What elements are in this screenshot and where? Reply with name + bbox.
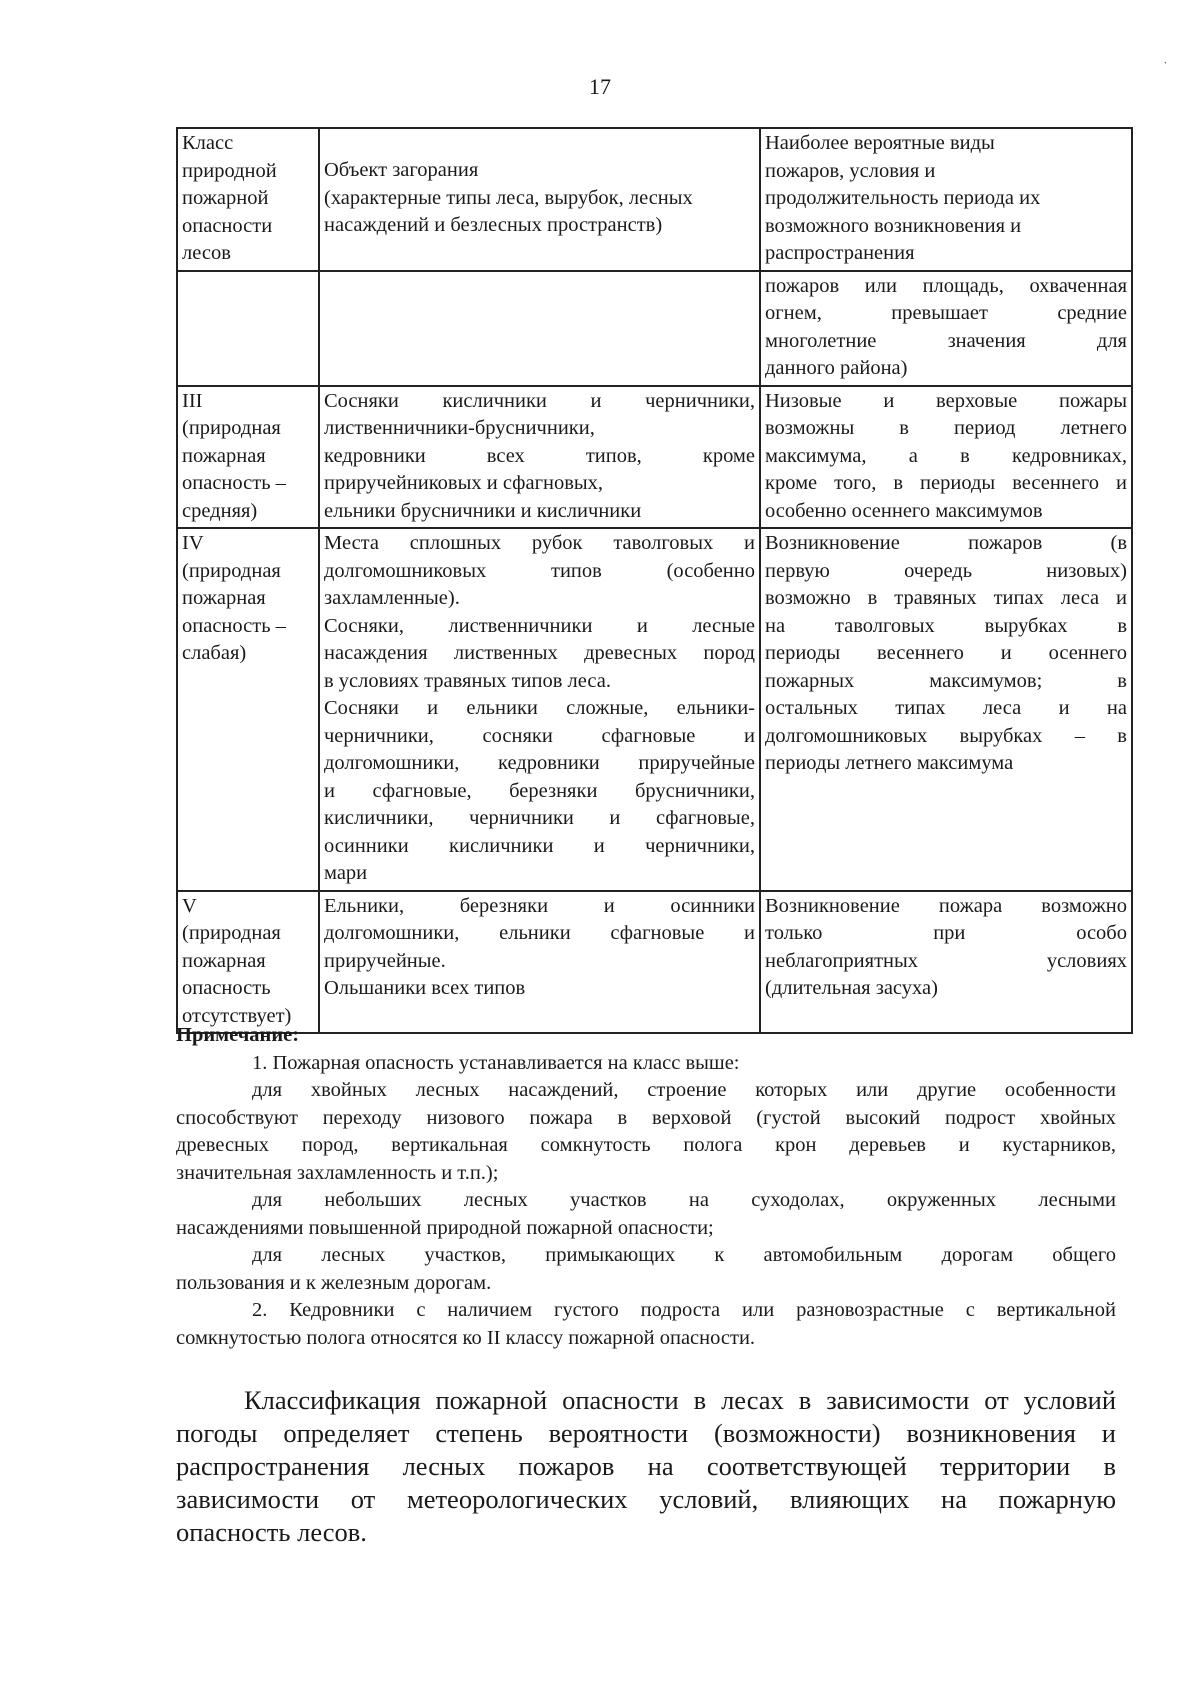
header-object-cell bbox=[319, 128, 760, 271]
class-line: слабая) bbox=[182, 642, 247, 664]
fires-line: остальных типах леса и на bbox=[765, 697, 1127, 719]
fires-line: неблагоприятных условиях bbox=[765, 949, 1127, 972]
notes-title: Примечание: bbox=[176, 1024, 300, 1046]
table-header-row bbox=[177, 128, 1132, 271]
class-cell bbox=[177, 891, 319, 1034]
fires-line: возможны в период летнего bbox=[765, 417, 1127, 439]
main-paragraph bbox=[176, 1384, 1116, 1549]
table-row-class-iv bbox=[177, 528, 1132, 891]
note-item-2-line: 2. Кедровники с наличием густого подроста или разновозрастные с вертикальной bbox=[252, 1299, 1116, 1321]
header-object-line: Объект загорания bbox=[324, 159, 479, 181]
object-cell bbox=[319, 386, 760, 529]
class-line: пожарная bbox=[182, 587, 266, 609]
object-cell bbox=[319, 891, 760, 1034]
class-line: опасность bbox=[182, 977, 271, 999]
paragraph-line: зависимости от метеорологических условий, влияющих на пожарную bbox=[176, 1484, 1116, 1514]
class-line: (природная bbox=[182, 417, 281, 439]
corner-mark: ˙ bbox=[1163, 60, 1168, 75]
object-line: черничники, сосняки сфагновые и bbox=[324, 724, 755, 747]
fires-line: долгомошниковых вырубках – в bbox=[765, 724, 1127, 747]
fire-danger-table bbox=[176, 127, 1133, 1034]
object-line: приручейные. bbox=[324, 949, 446, 972]
object-line: и сфагновые, березняки брусничники, bbox=[324, 779, 755, 802]
fires-line: только при особо bbox=[765, 922, 1127, 944]
note-line: насаждениями повышенной природной пожарной опасности; bbox=[176, 1216, 714, 1239]
paragraph-line: погоды определяет степень вероятности (возможности) возникновения и bbox=[176, 1418, 1116, 1448]
object-line: в условиях травяных типов леса. bbox=[324, 669, 611, 692]
note-line: пользования и к железным дорогам. bbox=[176, 1271, 492, 1294]
header-object-line: насаждений и безлесных пространств) bbox=[324, 214, 663, 236]
object-line: кедровники всех типов, кроме bbox=[324, 444, 755, 467]
fires-cell bbox=[760, 528, 1132, 891]
fires-line: Возникновение пожаров (в bbox=[765, 532, 1127, 554]
header-fires-line: возможного возникновения и bbox=[765, 214, 1022, 237]
object-line: Сосняки и ельники сложные, ельники- bbox=[324, 697, 755, 719]
note-line: для небольших лесных участков на суходолах, окруженных лесными bbox=[252, 1189, 1116, 1211]
paragraph-line: Классификация пожарной опасности в лесах в зависимости от условий bbox=[244, 1385, 1116, 1415]
continuation-fires-line: многолетние значения для bbox=[765, 329, 1127, 352]
object-line: осинники кисличники и черничники, bbox=[324, 834, 755, 857]
class-line: пожарная bbox=[182, 444, 266, 467]
object-line: лиственничники-брусничники, bbox=[324, 417, 595, 439]
object-line: приручейниковых и сфагновых, bbox=[324, 472, 604, 494]
notes-section bbox=[176, 1022, 1116, 1352]
object-line: ельники брусничники и кисличники bbox=[324, 499, 642, 522]
header-class-line: опасности bbox=[182, 214, 273, 237]
class-line: (природная bbox=[182, 922, 281, 944]
header-object-line: (характерные типы леса, вырубок, лесных bbox=[324, 186, 693, 209]
fires-line: на таволговых вырубках в bbox=[765, 614, 1127, 637]
continuation-fires-line: огнем, превышает средние bbox=[765, 302, 1127, 324]
header-class-line: лесов bbox=[182, 242, 231, 264]
note-line: для хвойных лесных насаждений, строение которых или другие особенности bbox=[252, 1079, 1116, 1101]
header-class-line: пожарной bbox=[182, 187, 269, 209]
class-cell bbox=[177, 386, 319, 529]
fires-line: (длительная засуха) bbox=[765, 977, 938, 999]
header-fires-line: пожаров, условия и bbox=[765, 159, 936, 182]
class-line: опасность – bbox=[182, 472, 286, 494]
class-line: отсутствует) bbox=[182, 1004, 292, 1027]
page-number: 17 bbox=[589, 74, 611, 99]
object-line: насаждения лиственных древесных пород bbox=[324, 642, 755, 664]
header-fires-line: Наиболее вероятные виды bbox=[765, 132, 995, 154]
fires-line: Возникновение пожара возможно bbox=[765, 894, 1127, 917]
continuation-fires-cell bbox=[760, 271, 1132, 386]
continuation-fires-line: пожаров или площадь, охваченная bbox=[765, 274, 1127, 297]
table-row-class-v bbox=[177, 891, 1132, 1034]
note-item-2-line: сомкнутостью полога относятся ко II классу пожарной опасности. bbox=[176, 1326, 756, 1349]
object-line: захламленные). bbox=[324, 587, 460, 609]
fires-line: первую очередь низовых) bbox=[765, 559, 1127, 582]
fires-line: пожарных максимумов; в bbox=[765, 669, 1127, 692]
note-line: значительная захламленность и т.п.); bbox=[176, 1161, 499, 1184]
object-line: Сосняки, лиственничники и лесные bbox=[324, 614, 755, 637]
note-line: способствуют переходу низового пожара в верховой (густой высокий подрост хвойных bbox=[176, 1106, 1116, 1129]
fires-line: кроме того, в периоды весеннего и bbox=[765, 472, 1127, 494]
note-line: для лесных участков, примыкающих к автомобильным дорогам общего bbox=[252, 1244, 1116, 1266]
fires-line: периоды весеннего и осеннего bbox=[765, 642, 1127, 664]
fires-line: максимума, а в кедровниках, bbox=[765, 444, 1127, 467]
object-line: Сосняки кисличники и черничники, bbox=[324, 389, 755, 412]
table-row-continuation bbox=[177, 271, 1132, 386]
object-line: Ельники, березняки и осинники bbox=[324, 894, 755, 917]
object-line: кисличники, черничники и сфагновые, bbox=[324, 807, 755, 829]
object-line: долгомошники, кедровники приручейные bbox=[324, 752, 755, 774]
object-line: Места сплошных рубок таволговых и bbox=[324, 532, 755, 554]
object-line: долгомошниковых типов (особенно bbox=[324, 559, 755, 582]
note-line: древесных пород, вертикальная сомкнутость полога крон деревьев и кустарников, bbox=[176, 1134, 1116, 1156]
object-line: мари bbox=[324, 862, 368, 884]
table-row-class-iii bbox=[177, 386, 1132, 529]
header-fires-line: продолжительность периода их bbox=[765, 187, 1041, 209]
class-cell bbox=[177, 528, 319, 891]
header-class-line: природной bbox=[182, 159, 277, 182]
fires-cell bbox=[760, 891, 1132, 1034]
object-line: долгомошники, ельники сфагновые и bbox=[324, 922, 755, 944]
fires-line: возможно в травяных типах леса и bbox=[765, 587, 1127, 609]
class-line: III bbox=[182, 389, 203, 412]
class-line: IV bbox=[182, 532, 204, 554]
class-line: средняя) bbox=[182, 499, 258, 522]
class-line: V bbox=[182, 894, 197, 917]
continuation-fires-line: данного района) bbox=[765, 357, 908, 379]
continuation-object-cell bbox=[319, 271, 760, 386]
fires-cell bbox=[760, 386, 1132, 529]
class-line: (природная bbox=[182, 559, 281, 582]
note-item-1-title: 1. Пожарная опасность устанавливается на класс выше: bbox=[252, 1051, 740, 1074]
continuation-class-cell bbox=[177, 271, 319, 386]
paragraph-line: распространения лесных пожаров на соответствующей территории в bbox=[176, 1451, 1116, 1481]
paragraph-line: опасность лесов. bbox=[176, 1517, 367, 1547]
object-line: Ольшаники всех типов bbox=[324, 977, 526, 999]
header-class-line: Класс bbox=[182, 132, 234, 154]
header-class-cell bbox=[177, 128, 319, 271]
class-line: опасность – bbox=[182, 614, 286, 637]
fires-line: особенно осеннего максимумов bbox=[765, 499, 1043, 522]
class-line: пожарная bbox=[182, 949, 266, 972]
fires-line: Низовые и верховые пожары bbox=[765, 389, 1127, 412]
object-cell bbox=[319, 528, 760, 891]
fires-line: периоды летнего максимума bbox=[765, 752, 1014, 774]
header-fires-cell bbox=[760, 128, 1132, 271]
header-fires-line: распространения bbox=[765, 242, 915, 264]
